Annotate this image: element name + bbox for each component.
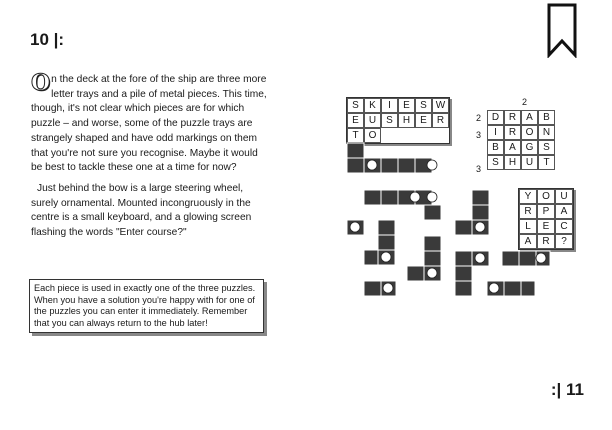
crossword-cell[interactable]: O xyxy=(521,125,538,140)
crossword-cell[interactable]: B xyxy=(487,140,504,155)
tray-right-cell[interactable]: L xyxy=(519,219,537,234)
tray-top-cell[interactable]: S xyxy=(347,98,364,113)
paragraph-1-text: n the deck at the fore of the ship are three more letter trays and a pile of metal pieces. This time, though, it's not clear which pieces are for which puzzle – and worse, some of the puzzle trays are strangely shaped and have odd markings on them that you're not sure you recognise. Maybe it would be best to tackle these one at a time for now? xyxy=(31,74,267,174)
piece-bar[interactable] xyxy=(364,190,441,220)
crossword-cell[interactable]: T xyxy=(538,155,555,170)
crossword-cell[interactable]: I xyxy=(487,125,504,140)
letter-tray-your-pale-car[interactable] xyxy=(518,188,574,250)
piece-l-long[interactable] xyxy=(347,143,432,173)
tray-right-cell[interactable]: O xyxy=(537,189,555,204)
letter-tray-skieswe[interactable] xyxy=(346,97,450,144)
piece-s[interactable] xyxy=(407,236,441,281)
crossword-cell[interactable]: G xyxy=(521,140,538,155)
tray-right-cell[interactable]: U xyxy=(555,189,573,204)
tray-top-cell[interactable]: E xyxy=(347,113,364,128)
piece-bar-right[interactable] xyxy=(502,251,550,266)
bookmark-icon[interactable] xyxy=(546,2,578,58)
tray-top-cell[interactable]: U xyxy=(364,113,381,128)
crossword-cell[interactable]: N xyxy=(538,125,555,140)
tray-top-cell[interactable]: H xyxy=(398,113,415,128)
tray-right-cell[interactable]: Y xyxy=(519,189,537,204)
row-clue-2: 3 xyxy=(476,130,482,140)
crossword-cell[interactable]: R xyxy=(504,125,521,140)
tray-right-cell[interactable]: E xyxy=(537,219,555,234)
piece-domino-right[interactable] xyxy=(487,281,535,296)
crossword-cell[interactable]: U xyxy=(521,155,538,170)
piece-j[interactable] xyxy=(455,190,489,235)
tray-top-cell[interactable]: T xyxy=(347,128,364,143)
row-clue-4: 3 xyxy=(476,164,482,174)
tray-right-cell[interactable]: ? xyxy=(555,234,573,249)
piece-tall[interactable] xyxy=(455,251,489,296)
tray-top-cell[interactable]: I xyxy=(381,98,398,113)
tray-top-cell[interactable]: S xyxy=(381,113,398,128)
page-number-right: :| 11 xyxy=(550,380,584,399)
tray-right-cell[interactable]: A xyxy=(519,234,537,249)
tray-top-cell[interactable]: R xyxy=(432,113,449,128)
tray-right-cell[interactable]: A xyxy=(555,204,573,219)
piece-vertical-l[interactable] xyxy=(364,220,395,265)
crossword-cell[interactable]: B xyxy=(538,110,555,125)
crossword-cell[interactable]: S xyxy=(538,140,555,155)
tray-right-cell[interactable]: C xyxy=(555,219,573,234)
page-number-left: 10 |: xyxy=(30,30,65,49)
tray-top-cell[interactable]: O xyxy=(364,128,381,143)
tray-right-cell[interactable]: P xyxy=(537,204,555,219)
story-paragraph-2: Just behind the bow is a large steering wheel, surely ornamental. Mounted incongruously in the centre is a small keyboard, and a glowing screen flashing the words "Enter course?" xyxy=(31,182,252,239)
tray-top-cell[interactable]: E xyxy=(398,98,415,113)
crossword-cell[interactable]: A xyxy=(521,110,538,125)
column-clue: 2 xyxy=(522,97,528,107)
crossword-cell[interactable]: D xyxy=(487,110,504,125)
tray-right-cell[interactable]: R xyxy=(519,204,537,219)
drop-cap: O xyxy=(31,70,51,96)
crossword-cell[interactable]: R xyxy=(504,110,521,125)
tray-top-cell[interactable]: S xyxy=(415,98,432,113)
rules-note: Each piece is used in exactly one of the three puzzles. When you have a solution you're happy with for one of the puzzles you can enter it immediately. Remember that you can always return to the hub later! xyxy=(29,279,264,333)
tray-top-cell[interactable]: W xyxy=(432,98,449,113)
crossword-cell[interactable]: S xyxy=(487,155,504,170)
tray-right-cell[interactable]: R xyxy=(537,234,555,249)
tray-top-cell[interactable]: E xyxy=(415,113,432,128)
story-text xyxy=(31,70,271,247)
tray-top-cell[interactable]: K xyxy=(364,98,381,113)
piece-single[interactable] xyxy=(347,220,364,235)
crossword-cell[interactable]: A xyxy=(504,140,521,155)
story-paragraph-1 xyxy=(31,70,271,176)
piece-domino-left[interactable] xyxy=(364,281,396,296)
crossword-grid[interactable] xyxy=(487,110,555,170)
row-clue-1: 2 xyxy=(476,113,482,123)
crossword-cell[interactable]: H xyxy=(504,155,521,170)
